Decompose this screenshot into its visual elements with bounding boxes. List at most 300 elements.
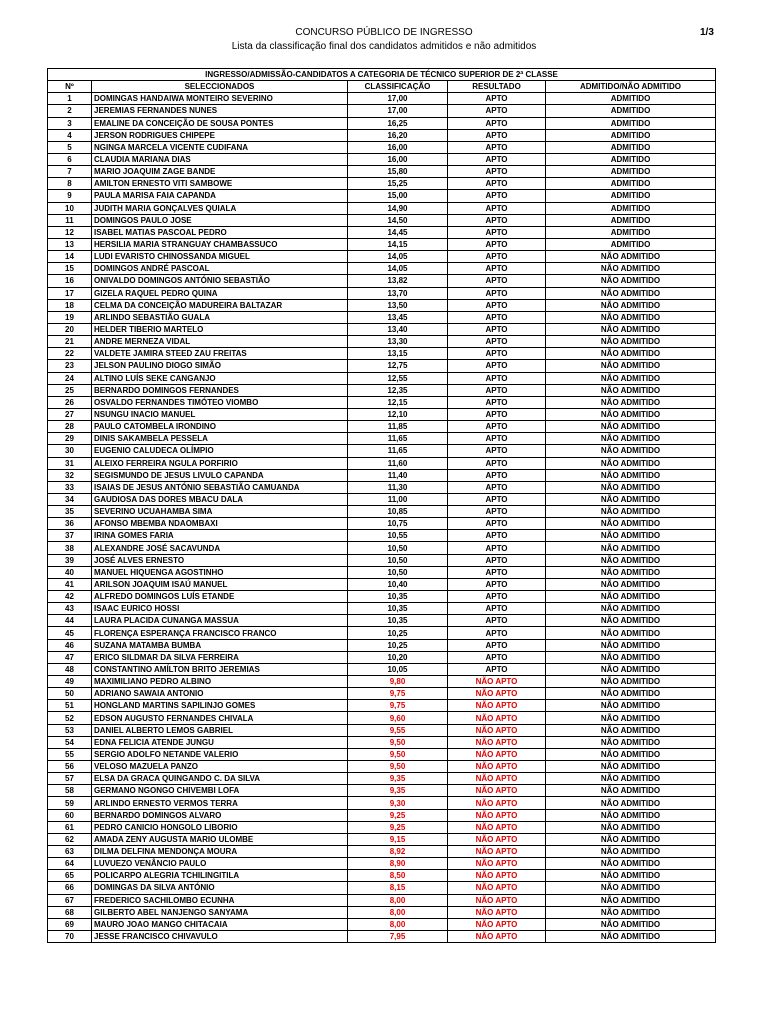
candidate-name: ALTINO LUÍS SEKE CANGANJO bbox=[92, 372, 348, 384]
result: APTO bbox=[448, 603, 546, 615]
result: NÃO APTO bbox=[448, 906, 546, 918]
table-row bbox=[48, 287, 716, 299]
admission-status: ADMITIDO bbox=[546, 93, 716, 105]
page-title: CONCURSO PÚBLICO DE INGRESSO bbox=[295, 27, 473, 38]
admission-status: NÃO ADMITIDO bbox=[546, 882, 716, 894]
score: 16,25 bbox=[348, 117, 448, 129]
row-number: 58 bbox=[48, 785, 92, 797]
score: 13,70 bbox=[348, 287, 448, 299]
score: 14,45 bbox=[348, 226, 448, 238]
result: APTO bbox=[448, 336, 546, 348]
table-row bbox=[48, 141, 716, 153]
admission-status: NÃO ADMITIDO bbox=[546, 481, 716, 493]
result: APTO bbox=[448, 384, 546, 396]
candidate-name: JELSON PAULINO DIOGO SIMÃO bbox=[92, 360, 348, 372]
table-row bbox=[48, 311, 716, 323]
result: APTO bbox=[448, 190, 546, 202]
row-number: 11 bbox=[48, 214, 92, 226]
admission-status: NÃO ADMITIDO bbox=[546, 870, 716, 882]
row-number: 22 bbox=[48, 348, 92, 360]
table-row bbox=[48, 105, 716, 117]
row-number: 20 bbox=[48, 323, 92, 335]
result: APTO bbox=[448, 153, 546, 165]
result: NÃO APTO bbox=[448, 809, 546, 821]
result: NÃO APTO bbox=[448, 918, 546, 930]
score: 16,00 bbox=[348, 153, 448, 165]
score: 9,80 bbox=[348, 676, 448, 688]
candidate-name: GERMANO NGONGO CHIVEMBI LOFA bbox=[92, 785, 348, 797]
result: NÃO APTO bbox=[448, 846, 546, 858]
row-number: 41 bbox=[48, 578, 92, 590]
candidate-name: PAULA MARISA FAIA CAPANDA bbox=[92, 190, 348, 202]
score: 11,40 bbox=[348, 469, 448, 481]
result: APTO bbox=[448, 445, 546, 457]
candidate-name: LUDI EVARISTO CHINOSSANDA MIGUEL bbox=[92, 251, 348, 263]
score: 10,40 bbox=[348, 578, 448, 590]
table-row bbox=[48, 785, 716, 797]
table-row bbox=[48, 396, 716, 408]
result: NÃO APTO bbox=[448, 700, 546, 712]
score: 10,35 bbox=[348, 615, 448, 627]
candidate-name: CONSTANTINO AMÍLTON BRITO JEREMIAS bbox=[92, 663, 348, 675]
table-row bbox=[48, 882, 716, 894]
result: NÃO APTO bbox=[448, 930, 546, 942]
result: NÃO APTO bbox=[448, 858, 546, 870]
candidate-name: DANIEL ALBERTO LEMOS GABRIEL bbox=[92, 724, 348, 736]
table-row bbox=[48, 238, 716, 250]
score: 8,92 bbox=[348, 846, 448, 858]
candidate-name: VALDETE JAMIRA STEED ZAU FREITAS bbox=[92, 348, 348, 360]
row-number: 69 bbox=[48, 918, 92, 930]
table-row bbox=[48, 554, 716, 566]
admission-status: NÃO ADMITIDO bbox=[546, 275, 716, 287]
result: APTO bbox=[448, 178, 546, 190]
candidate-name: ANDRE MERNEZA VIDAL bbox=[92, 336, 348, 348]
result: NÃO APTO bbox=[448, 736, 546, 748]
result: APTO bbox=[448, 287, 546, 299]
table-caption-row bbox=[48, 69, 716, 81]
score: 14,90 bbox=[348, 202, 448, 214]
score: 11,65 bbox=[348, 445, 448, 457]
result: APTO bbox=[448, 542, 546, 554]
row-number: 43 bbox=[48, 603, 92, 615]
result: APTO bbox=[448, 530, 546, 542]
row-number: 23 bbox=[48, 360, 92, 372]
candidate-name: EDSON AUGUSTO FERNANDES CHIVALA bbox=[92, 712, 348, 724]
admission-status: NÃO ADMITIDO bbox=[546, 615, 716, 627]
candidate-name: ELSA DA GRACA QUINGANDO C. DA SILVA bbox=[92, 773, 348, 785]
score: 10,25 bbox=[348, 627, 448, 639]
table-row bbox=[48, 615, 716, 627]
score: 15,00 bbox=[348, 190, 448, 202]
row-number: 59 bbox=[48, 797, 92, 809]
candidate-name: DINIS SAKAMBELA PESSELA bbox=[92, 433, 348, 445]
score: 8,15 bbox=[348, 882, 448, 894]
table-row bbox=[48, 190, 716, 202]
table-row bbox=[48, 627, 716, 639]
result: NÃO APTO bbox=[448, 712, 546, 724]
candidate-name: JOSÉ ALVES ERNESTO bbox=[92, 554, 348, 566]
candidate-name: DOMINGAS DA SILVA ANTÓNIO bbox=[92, 882, 348, 894]
result: NÃO APTO bbox=[448, 785, 546, 797]
table-row bbox=[48, 93, 716, 105]
admission-status: NÃO ADMITIDO bbox=[546, 736, 716, 748]
score: 9,50 bbox=[348, 748, 448, 760]
admission-status: NÃO ADMITIDO bbox=[546, 821, 716, 833]
admission-status: ADMITIDO bbox=[546, 129, 716, 141]
table-row bbox=[48, 846, 716, 858]
table-row bbox=[48, 858, 716, 870]
admission-status: NÃO ADMITIDO bbox=[546, 639, 716, 651]
candidate-name: EUGENIO CALUDECA OLÍMPIO bbox=[92, 445, 348, 457]
table-row bbox=[48, 603, 716, 615]
result: APTO bbox=[448, 105, 546, 117]
table-row bbox=[48, 700, 716, 712]
candidate-name: LUVUEZO VENÂNCIO PAULO bbox=[92, 858, 348, 870]
score: 14,05 bbox=[348, 251, 448, 263]
row-number: 17 bbox=[48, 287, 92, 299]
score: 16,20 bbox=[348, 129, 448, 141]
admission-status: ADMITIDO bbox=[546, 117, 716, 129]
row-number: 24 bbox=[48, 372, 92, 384]
score: 9,75 bbox=[348, 688, 448, 700]
result: APTO bbox=[448, 639, 546, 651]
table-row bbox=[48, 906, 716, 918]
score: 10,50 bbox=[348, 542, 448, 554]
candidate-name: DILMA DELFINA MENDONÇA MOURA bbox=[92, 846, 348, 858]
score: 11,60 bbox=[348, 457, 448, 469]
score: 9,50 bbox=[348, 736, 448, 748]
score: 11,30 bbox=[348, 481, 448, 493]
admission-status: NÃO ADMITIDO bbox=[546, 506, 716, 518]
admission-status: NÃO ADMITIDO bbox=[546, 712, 716, 724]
result: APTO bbox=[448, 627, 546, 639]
result: NÃO APTO bbox=[448, 833, 546, 845]
row-number: 63 bbox=[48, 846, 92, 858]
row-number: 2 bbox=[48, 105, 92, 117]
row-number: 55 bbox=[48, 748, 92, 760]
candidate-name: SEGISMUNDO DE JESUS LIVULO CAPANDA bbox=[92, 469, 348, 481]
candidate-name: ISAAC EURICO HOSSI bbox=[92, 603, 348, 615]
result: APTO bbox=[448, 506, 546, 518]
row-number: 19 bbox=[48, 311, 92, 323]
score: 10,50 bbox=[348, 554, 448, 566]
table-row bbox=[48, 214, 716, 226]
row-number: 54 bbox=[48, 736, 92, 748]
admission-status: NÃO ADMITIDO bbox=[546, 433, 716, 445]
admission-status: ADMITIDO bbox=[546, 166, 716, 178]
row-number: 45 bbox=[48, 627, 92, 639]
score: 9,15 bbox=[348, 833, 448, 845]
row-number: 25 bbox=[48, 384, 92, 396]
table-row bbox=[48, 591, 716, 603]
table-row bbox=[48, 348, 716, 360]
table-row bbox=[48, 809, 716, 821]
admission-status: NÃO ADMITIDO bbox=[546, 627, 716, 639]
score: 13,30 bbox=[348, 336, 448, 348]
result: APTO bbox=[448, 518, 546, 530]
row-number: 42 bbox=[48, 591, 92, 603]
table-row bbox=[48, 433, 716, 445]
result: APTO bbox=[448, 663, 546, 675]
admission-status: NÃO ADMITIDO bbox=[546, 676, 716, 688]
candidate-name: MARIO JOAQUIM ZAGE BANDE bbox=[92, 166, 348, 178]
result: NÃO APTO bbox=[448, 773, 546, 785]
candidate-name: AFONSO MBEMBA NDAOMBAXI bbox=[92, 518, 348, 530]
row-number: 57 bbox=[48, 773, 92, 785]
row-number: 68 bbox=[48, 906, 92, 918]
row-number: 52 bbox=[48, 712, 92, 724]
result: APTO bbox=[448, 202, 546, 214]
candidate-name: EDNA FELICIA ATENDE JUNGU bbox=[92, 736, 348, 748]
result: APTO bbox=[448, 554, 546, 566]
row-number: 61 bbox=[48, 821, 92, 833]
table-row bbox=[48, 421, 716, 433]
candidate-name: ARLINDO ERNESTO VERMOS TERRA bbox=[92, 797, 348, 809]
column-header-name: SELECCIONADOS bbox=[92, 81, 348, 93]
table-row bbox=[48, 323, 716, 335]
candidate-name: ALEXANDRE JOSÉ SACAVUNDA bbox=[92, 542, 348, 554]
table-row bbox=[48, 748, 716, 760]
table-row bbox=[48, 566, 716, 578]
result: APTO bbox=[448, 421, 546, 433]
candidate-name: GIZELA RAQUEL PEDRO QUINA bbox=[92, 287, 348, 299]
table-row bbox=[48, 651, 716, 663]
admission-status: NÃO ADMITIDO bbox=[546, 894, 716, 906]
admission-status: NÃO ADMITIDO bbox=[546, 700, 716, 712]
table-caption: INGRESSO/ADMISSÃO-CANDIDATOS A CATEGORIA DE TÉCNICO SUPERIOR DE 2ª CLASSE bbox=[48, 69, 716, 81]
table-row bbox=[48, 299, 716, 311]
result: APTO bbox=[448, 129, 546, 141]
admission-status: NÃO ADMITIDO bbox=[546, 651, 716, 663]
admission-status: NÃO ADMITIDO bbox=[546, 688, 716, 700]
candidate-name: HELDER TIBERIO MARTELO bbox=[92, 323, 348, 335]
table-row bbox=[48, 129, 716, 141]
table-row bbox=[48, 178, 716, 190]
result: APTO bbox=[448, 433, 546, 445]
score: 9,60 bbox=[348, 712, 448, 724]
admission-status: NÃO ADMITIDO bbox=[546, 724, 716, 736]
score: 12,75 bbox=[348, 360, 448, 372]
score: 10,20 bbox=[348, 651, 448, 663]
table-row bbox=[48, 469, 716, 481]
result: APTO bbox=[448, 591, 546, 603]
table-row bbox=[48, 761, 716, 773]
admission-status: NÃO ADMITIDO bbox=[546, 846, 716, 858]
candidate-name: LAURA PLACIDA CUNANGA MASSUA bbox=[92, 615, 348, 627]
score: 10,05 bbox=[348, 663, 448, 675]
score: 11,00 bbox=[348, 493, 448, 505]
score: 17,00 bbox=[348, 105, 448, 117]
candidate-name: ADRIANO SAWAIA ANTONIO bbox=[92, 688, 348, 700]
admission-status: NÃO ADMITIDO bbox=[546, 372, 716, 384]
row-number: 8 bbox=[48, 178, 92, 190]
admission-status: ADMITIDO bbox=[546, 153, 716, 165]
result: APTO bbox=[448, 481, 546, 493]
score: 7,95 bbox=[348, 930, 448, 942]
row-number: 18 bbox=[48, 299, 92, 311]
result: APTO bbox=[448, 566, 546, 578]
table-row bbox=[48, 688, 716, 700]
score: 14,05 bbox=[348, 263, 448, 275]
score: 13,15 bbox=[348, 348, 448, 360]
candidate-name: PEDRO CANICIO HONGOLO LIBORIO bbox=[92, 821, 348, 833]
score: 13,45 bbox=[348, 311, 448, 323]
candidate-name: AMADA ZENY AUGUSTA MARIO ULOMBE bbox=[92, 833, 348, 845]
row-number: 67 bbox=[48, 894, 92, 906]
admission-status: NÃO ADMITIDO bbox=[546, 469, 716, 481]
admission-status: NÃO ADMITIDO bbox=[546, 457, 716, 469]
row-number: 44 bbox=[48, 615, 92, 627]
admission-status: NÃO ADMITIDO bbox=[546, 360, 716, 372]
page-number: 1/3 bbox=[700, 27, 714, 38]
score: 11,65 bbox=[348, 433, 448, 445]
candidate-name: ARLINDO SEBASTIÃO GUALA bbox=[92, 311, 348, 323]
row-number: 12 bbox=[48, 226, 92, 238]
score: 12,15 bbox=[348, 396, 448, 408]
score: 8,00 bbox=[348, 894, 448, 906]
result: NÃO APTO bbox=[448, 821, 546, 833]
table-row bbox=[48, 263, 716, 275]
admission-status: NÃO ADMITIDO bbox=[546, 578, 716, 590]
admission-status: ADMITIDO bbox=[546, 141, 716, 153]
score: 8,00 bbox=[348, 906, 448, 918]
candidate-name: POLICARPO ALEGRIA TCHILINGITILA bbox=[92, 870, 348, 882]
table-row bbox=[48, 226, 716, 238]
candidate-name: EMALINE DA CONCEIÇÃO DE SOUSA PONTES bbox=[92, 117, 348, 129]
row-number: 32 bbox=[48, 469, 92, 481]
row-number: 35 bbox=[48, 506, 92, 518]
score: 11,85 bbox=[348, 421, 448, 433]
admission-status: NÃO ADMITIDO bbox=[546, 263, 716, 275]
result: APTO bbox=[448, 299, 546, 311]
candidate-name: DOMINGOS PAULO JOSE bbox=[92, 214, 348, 226]
admission-status: ADMITIDO bbox=[546, 178, 716, 190]
admission-status: NÃO ADMITIDO bbox=[546, 445, 716, 457]
candidate-name: BERNARDO DOMINGOS ALVARO bbox=[92, 809, 348, 821]
candidate-name: MAURO JOAO MANGO CHITACAIA bbox=[92, 918, 348, 930]
table-row bbox=[48, 518, 716, 530]
row-number: 3 bbox=[48, 117, 92, 129]
row-number: 5 bbox=[48, 141, 92, 153]
table-row bbox=[48, 360, 716, 372]
admission-status: NÃO ADMITIDO bbox=[546, 287, 716, 299]
row-number: 14 bbox=[48, 251, 92, 263]
candidate-name: ISAIAS DE JESUS ANTÓNIO SEBASTIÃO CAMUANDA bbox=[92, 481, 348, 493]
candidate-name: DOMINGOS ANDRÉ PASCOAL bbox=[92, 263, 348, 275]
row-number: 26 bbox=[48, 396, 92, 408]
result: APTO bbox=[448, 493, 546, 505]
result: APTO bbox=[448, 578, 546, 590]
candidate-name: NSUNGU INACIO MANUEL bbox=[92, 408, 348, 420]
admission-status: NÃO ADMITIDO bbox=[546, 591, 716, 603]
score: 10,75 bbox=[348, 518, 448, 530]
candidate-name: JESSE FRANCISCO CHIVAVULO bbox=[92, 930, 348, 942]
admission-status: ADMITIDO bbox=[546, 190, 716, 202]
row-number: 1 bbox=[48, 93, 92, 105]
admission-status: ADMITIDO bbox=[546, 214, 716, 226]
result: APTO bbox=[448, 238, 546, 250]
candidate-name: SUZANA MATAMBA BUMBA bbox=[92, 639, 348, 651]
score: 13,82 bbox=[348, 275, 448, 287]
result: APTO bbox=[448, 226, 546, 238]
candidate-name: AMILTON ERNESTO VITI SAMBOWE bbox=[92, 178, 348, 190]
candidate-name: FREDERICO SACHILOMBO ECUNHA bbox=[92, 894, 348, 906]
row-number: 21 bbox=[48, 336, 92, 348]
table-row bbox=[48, 663, 716, 675]
row-number: 38 bbox=[48, 542, 92, 554]
admission-status: NÃO ADMITIDO bbox=[546, 408, 716, 420]
table-row bbox=[48, 724, 716, 736]
result: APTO bbox=[448, 408, 546, 420]
admission-status: NÃO ADMITIDO bbox=[546, 251, 716, 263]
row-number: 30 bbox=[48, 445, 92, 457]
admission-status: NÃO ADMITIDO bbox=[546, 348, 716, 360]
results-table bbox=[47, 68, 716, 943]
candidate-name: CELMA DA CONCEIÇÃO MADUREIRA BALTAZAR bbox=[92, 299, 348, 311]
result: APTO bbox=[448, 275, 546, 287]
result: APTO bbox=[448, 348, 546, 360]
candidate-name: OSVALDO FERNANDES TIMÓTEO VIOMBO bbox=[92, 396, 348, 408]
result: APTO bbox=[448, 651, 546, 663]
table-row bbox=[48, 578, 716, 590]
table-header-row bbox=[48, 81, 716, 93]
result: APTO bbox=[448, 360, 546, 372]
candidate-name: FLORENÇA ESPERANÇA FRANCISCO FRANCO bbox=[92, 627, 348, 639]
row-number: 51 bbox=[48, 700, 92, 712]
result: NÃO APTO bbox=[448, 748, 546, 760]
score: 10,50 bbox=[348, 566, 448, 578]
table-row bbox=[48, 481, 716, 493]
row-number: 9 bbox=[48, 190, 92, 202]
admission-status: NÃO ADMITIDO bbox=[546, 384, 716, 396]
table-row bbox=[48, 384, 716, 396]
candidate-name: PAULO CATOMBELA IRONDINO bbox=[92, 421, 348, 433]
row-number: 40 bbox=[48, 566, 92, 578]
score: 17,00 bbox=[348, 93, 448, 105]
row-number: 39 bbox=[48, 554, 92, 566]
admission-status: NÃO ADMITIDO bbox=[546, 906, 716, 918]
result: NÃO APTO bbox=[448, 797, 546, 809]
result: NÃO APTO bbox=[448, 761, 546, 773]
result: APTO bbox=[448, 166, 546, 178]
result: APTO bbox=[448, 311, 546, 323]
row-number: 50 bbox=[48, 688, 92, 700]
score: 10,35 bbox=[348, 603, 448, 615]
admission-status: ADMITIDO bbox=[546, 202, 716, 214]
table-row bbox=[48, 457, 716, 469]
table-row bbox=[48, 202, 716, 214]
table-row bbox=[48, 336, 716, 348]
row-number: 7 bbox=[48, 166, 92, 178]
candidate-name: BERNARDO DOMINGOS FERNANDES bbox=[92, 384, 348, 396]
candidate-name: DOMINGAS HANDAIWA MONTEIRO SEVERINO bbox=[92, 93, 348, 105]
admission-status: NÃO ADMITIDO bbox=[546, 530, 716, 542]
table-row bbox=[48, 736, 716, 748]
score: 16,00 bbox=[348, 141, 448, 153]
score: 12,55 bbox=[348, 372, 448, 384]
admission-status: NÃO ADMITIDO bbox=[546, 396, 716, 408]
row-number: 27 bbox=[48, 408, 92, 420]
result: NÃO APTO bbox=[448, 882, 546, 894]
score: 15,25 bbox=[348, 178, 448, 190]
result: NÃO APTO bbox=[448, 676, 546, 688]
table-row bbox=[48, 918, 716, 930]
candidate-name: NGINGA MARCELA VICENTE CUDIFANA bbox=[92, 141, 348, 153]
table-row bbox=[48, 821, 716, 833]
row-number: 62 bbox=[48, 833, 92, 845]
score: 10,25 bbox=[348, 639, 448, 651]
